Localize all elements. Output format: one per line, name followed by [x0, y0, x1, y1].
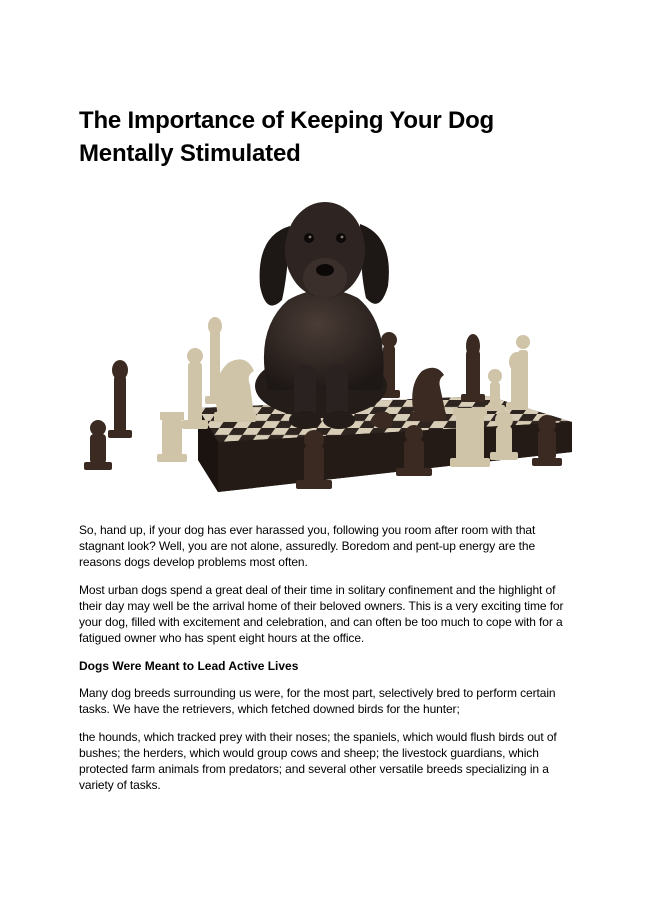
paragraph: So, hand up, if your dog has ever harassed you, following you room after room with that stagnant look? Well, you are not alone, assuredly. Boredom and pent-up energy are the reasons dogs develop problems most often. [79, 523, 536, 569]
article-body [79, 522, 574, 805]
chessboard [198, 396, 572, 492]
paragraph: Many dog breeds surrounding us were, for the most part, selectively bred to perform certain tasks. We have the retrievers, which fetched downed birds for the hunter; [79, 686, 556, 716]
dog-chess-image [78, 190, 574, 502]
paragraph: Most urban dogs spend a great deal of their time in solitary confinement and the highlight of their day may well be the arrival home of their beloved owners. This is a very exciting time for your dog, filled with excitement and celebration, and can often be too much to cope with for a fatigued owner who has spent eight hours at the office. [79, 583, 564, 645]
paragraph: the hounds, which tracked prey with their noses; the spaniels, which would flush birds out of bushes; the herders, which would group cows and sheep; the livestock guardians, which protected farm animals from predators; and several other versatile breeds specializing in a variety of tasks. [79, 730, 557, 792]
dachshund-on-chessboard-illustration [78, 190, 574, 502]
page-title: The Importance of Keeping Your Dog Mentally Stimulated [79, 107, 495, 167]
dachshund-puppy [255, 202, 389, 429]
section-heading: Dogs Were Meant to Lead Active Lives [79, 659, 299, 673]
